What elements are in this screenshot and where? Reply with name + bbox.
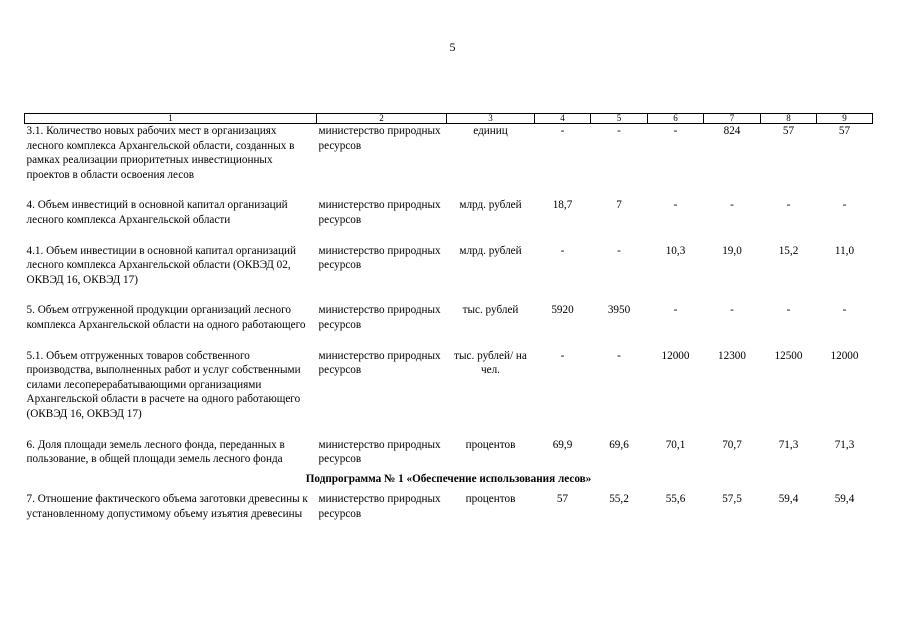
responsible-org: министерство природных ресурсов xyxy=(318,349,441,377)
column-number: 2 xyxy=(317,114,447,124)
column-number-row xyxy=(25,114,873,124)
indicator-value: 12500 xyxy=(774,349,803,362)
indicator-name: 7. Отношение фактического объема заготовки древесины к установленному допустимому объему изъятия древесины xyxy=(26,493,308,520)
indicators-table xyxy=(24,113,873,521)
indicator-value: - xyxy=(730,199,734,212)
indicator-value: 71,3 xyxy=(778,438,799,451)
indicator-value: 19,0 xyxy=(722,244,742,257)
indicator-value: 3950 xyxy=(607,304,631,317)
responsible-org: министерство природных ресурсов xyxy=(318,493,441,520)
indicator-value: - xyxy=(786,199,791,212)
indicator-row xyxy=(25,303,873,348)
indicator-value: 57 xyxy=(556,493,569,506)
indicator-value: 12300 xyxy=(718,349,746,362)
column-number: 8 xyxy=(761,114,817,124)
indicator-name: 3.1. Количество новых рабочих мест в организациях лесного комплекса Архангельской области, созданных в рамках реализации приоритетных инвестиционных проектов в области освоения лесов xyxy=(26,125,295,181)
indicator-value: 5920 xyxy=(551,304,574,317)
indicator-value: - xyxy=(560,125,565,137)
indicator-value: 59,4 xyxy=(834,493,855,506)
unit-of-measure: процентов xyxy=(465,493,516,506)
indicator-row xyxy=(25,438,873,467)
unit-of-measure: единиц xyxy=(473,125,508,137)
indicator-value: 55,2 xyxy=(609,493,629,506)
indicator-value: - xyxy=(673,199,678,212)
indicator-value: - xyxy=(617,349,621,362)
subprogram-row xyxy=(25,467,873,493)
indicator-value: 15,2 xyxy=(778,244,799,257)
indicator-value: - xyxy=(560,244,565,257)
indicator-value: 57 xyxy=(838,125,851,137)
column-number: 3 xyxy=(447,114,535,124)
indicator-value: 824 xyxy=(723,125,741,137)
indicator-name: 4. Объем инвестиций в основной капитал организаций лесного комплекса Архангельской области xyxy=(26,199,288,226)
indicator-value: 11,0 xyxy=(834,244,855,257)
indicator-name: 4.1. Объем инвестиции в основной капитал организаций лесного комплекса Архангельской области (ОКВЭД 02, ОКВЭД 16, ОКВЭД 17) xyxy=(26,244,296,286)
indicator-value: 12000 xyxy=(830,349,859,362)
responsible-org: министерство природных ресурсов xyxy=(318,125,441,152)
column-number: 7 xyxy=(704,114,761,124)
indicator-value: 69,9 xyxy=(552,438,573,451)
subprogram-title: Подпрограмма № 1 «Обеспечение использования лесов» xyxy=(305,472,592,485)
indicator-row xyxy=(25,492,873,521)
responsible-org: министерство природных ресурсов xyxy=(318,438,441,466)
responsible-org: министерство природных ресурсов xyxy=(318,199,441,226)
indicator-value: 57,5 xyxy=(722,493,742,506)
unit-of-measure: тыс. рублей xyxy=(462,304,519,317)
indicator-value: 70,7 xyxy=(722,438,742,451)
indicator-value: 70,1 xyxy=(665,438,686,451)
column-number: 4 xyxy=(535,114,591,124)
responsible-org: министерство природных ресурсов xyxy=(318,244,441,272)
indicator-value: 69,6 xyxy=(609,438,629,451)
indicator-name: 6. Доля площади земель лесного фонда, переданных в пользование, в общей площади земель лесного фонда xyxy=(26,438,285,466)
unit-of-measure: процентов xyxy=(465,438,516,451)
indicator-value: 55,6 xyxy=(665,493,686,506)
indicator-name: 5. Объем отгруженной продукции организаций лесного комплекса Архангельской области на одного работающего xyxy=(26,304,306,331)
indicator-value: 12000 xyxy=(661,349,690,362)
indicator-value: - xyxy=(842,304,847,317)
indicator-row xyxy=(25,124,873,199)
unit-of-measure: млрд. рублей xyxy=(459,244,522,257)
indicator-value: 7 xyxy=(616,199,622,212)
indicator-value: 10,3 xyxy=(665,244,686,257)
indicator-value: 18,7 xyxy=(552,199,573,212)
indicator-value: 71,3 xyxy=(834,438,855,451)
responsible-org: министерство природных ресурсов xyxy=(318,304,441,331)
indicator-value: 57 xyxy=(782,125,795,137)
column-number: 9 xyxy=(817,114,873,124)
indicator-row xyxy=(25,198,873,243)
indicator-value: - xyxy=(786,304,791,317)
indicator-value: - xyxy=(560,349,565,362)
indicator-value: - xyxy=(730,304,734,317)
indicator-value: - xyxy=(617,125,621,137)
column-number: 6 xyxy=(648,114,704,124)
column-number: 1 xyxy=(25,114,317,124)
indicator-name: 5.1. Объем отгруженных товаров собственного производства, выполненных работ и услуг собственными силами лесоперерабатывающими организациями Архангельской области в расчете на одного работающего (ОКВЭД 16, ОКВЭД 17) xyxy=(26,349,301,420)
indicator-row xyxy=(25,244,873,304)
indicator-value: 59,4 xyxy=(778,493,799,506)
page-number: 5 xyxy=(449,40,456,54)
unit-of-measure: млрд. рублей xyxy=(459,199,522,212)
column-number: 5 xyxy=(591,114,648,124)
indicator-value: - xyxy=(617,244,621,257)
unit-of-measure: тыс. рублей/ на чел. xyxy=(454,349,527,377)
indicator-value: - xyxy=(673,304,678,317)
indicator-row xyxy=(25,349,873,438)
indicator-value: - xyxy=(842,199,847,212)
indicator-value: - xyxy=(673,125,678,137)
